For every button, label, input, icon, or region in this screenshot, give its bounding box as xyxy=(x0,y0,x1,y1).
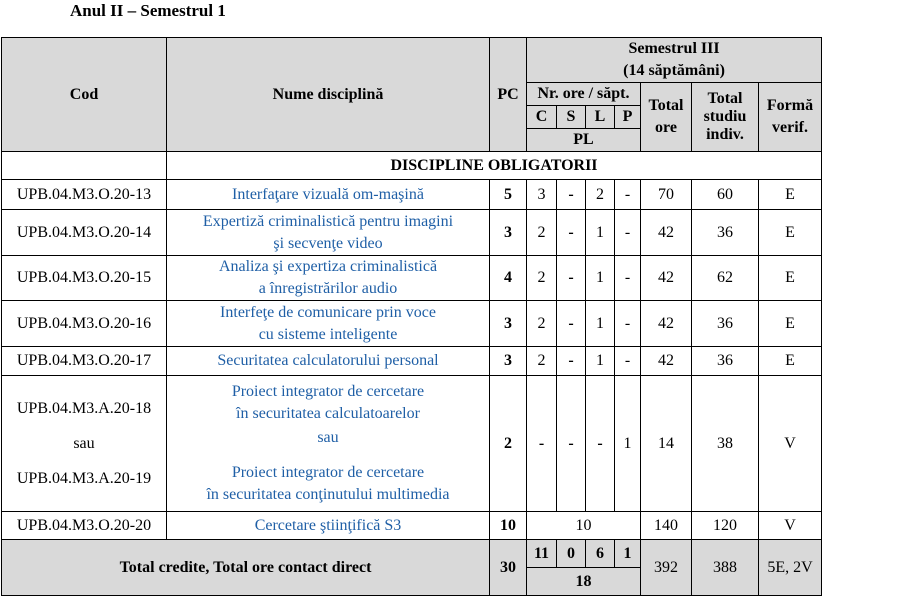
row-discipline-name xyxy=(167,210,490,256)
header-semestru-title: Semestrul III xyxy=(628,40,720,57)
optional-name-1a: Proiect integrator de cercetare xyxy=(231,383,425,400)
row-total-ore: 42 xyxy=(641,210,692,256)
row-total-ore: 70 xyxy=(641,180,692,210)
totals-pl: 18 xyxy=(527,568,641,596)
optional-name-cell xyxy=(167,376,490,512)
row-total-ore: 42 xyxy=(641,256,692,301)
row-name-line2: a înregistrărilor audio xyxy=(258,280,398,297)
optional-p: 1 xyxy=(615,376,641,512)
row-c: 2 xyxy=(527,301,557,347)
curriculum-table xyxy=(1,37,822,596)
row-c: 3 xyxy=(527,180,557,210)
research-name: Cercetare ştiinţifică S3 xyxy=(167,512,490,540)
header-total-studiu-l3: indiv. xyxy=(706,126,744,143)
header-c: C xyxy=(527,106,557,129)
row-pc: 3 xyxy=(490,210,527,256)
header-semestru xyxy=(527,38,822,83)
row-discipline-name xyxy=(167,301,490,347)
row-cod: UPB.04.M3.O.20-14 xyxy=(2,210,167,256)
totals-l: 6 xyxy=(586,540,615,568)
row-cod: UPB.04.M3.O.20-16 xyxy=(2,301,167,347)
totals-pc: 30 xyxy=(490,540,527,596)
row-total-studiu: 60 xyxy=(692,180,759,210)
research-forma: V xyxy=(759,512,822,540)
row-name-line2: cu sisteme inteligente xyxy=(258,325,398,343)
research-total-studiu: 120 xyxy=(692,512,759,540)
row-cod: UPB.04.M3.O.20-15 xyxy=(2,256,167,301)
header-forma-verif xyxy=(759,83,822,152)
row-s: - xyxy=(557,256,586,301)
header-nr-ore: Nr. ore / săpt. xyxy=(527,83,641,106)
row-s: - xyxy=(557,347,586,376)
table-row xyxy=(2,256,822,301)
optional-pc: 2 xyxy=(490,376,527,512)
table-row xyxy=(2,210,822,256)
optional-sau-name: sau xyxy=(317,429,339,446)
row-c: 2 xyxy=(527,256,557,301)
row-discipline-name xyxy=(167,256,490,301)
row-l: 1 xyxy=(586,256,615,301)
row-total-ore: 42 xyxy=(641,301,692,347)
row-p: - xyxy=(615,347,641,376)
header-forma-l1: Formă xyxy=(766,97,814,114)
header-s: S xyxy=(557,106,586,129)
header-forma-l2: verif. xyxy=(772,119,808,136)
row-forma: E xyxy=(759,210,822,256)
header-cod: Cod xyxy=(2,38,167,152)
row-name-line1: Analiza şi expertiza criminalistică xyxy=(218,258,438,275)
header-p: P xyxy=(615,106,641,129)
row-p: - xyxy=(615,256,641,301)
totals-c: 11 xyxy=(527,540,557,568)
row-cod: UPB.04.M3.O.20-17 xyxy=(2,347,167,376)
totals-forma: 5E, 2V xyxy=(759,540,822,596)
header-pc: PC xyxy=(490,38,527,152)
row-l: 2 xyxy=(586,180,615,210)
optional-sau-cod: sau xyxy=(73,434,95,452)
row-cod: UPB.04.M3.O.20-13 xyxy=(2,180,167,210)
row-s: - xyxy=(557,301,586,347)
row-s: - xyxy=(557,210,586,256)
header-total-studiu-l2: studiu xyxy=(703,108,747,125)
row-total-studiu: 36 xyxy=(692,347,759,376)
row-total-ore: 42 xyxy=(641,347,692,376)
totals-p: 1 xyxy=(615,540,641,568)
research-pc: 10 xyxy=(490,512,527,540)
row-total-studiu: 62 xyxy=(692,256,759,301)
optional-forma: V xyxy=(759,376,822,512)
optional-name-2a: Proiect integrator de cercetare xyxy=(231,464,425,481)
row-pc: 5 xyxy=(490,180,527,210)
header-pl: PL xyxy=(527,129,641,152)
row-pc: 3 xyxy=(490,347,527,376)
row-discipline-name: Securitatea calculatorului personal xyxy=(167,347,490,376)
optional-name-2b: în securitatea conţinutului multimedia xyxy=(206,486,450,503)
row-pc: 4 xyxy=(490,256,527,301)
row-name-line1: Expertiză criminalistică pentru imagini xyxy=(202,212,454,230)
table-row xyxy=(2,180,822,210)
research-hours: 10 xyxy=(527,512,641,540)
row-p: - xyxy=(615,301,641,347)
table-row xyxy=(2,301,822,347)
header-total-ore-l1: Total xyxy=(648,97,684,114)
totals-s: 0 xyxy=(557,540,586,568)
row-l: 1 xyxy=(586,347,615,376)
optional-total-studiu: 38 xyxy=(692,376,759,512)
totals-label: Total credite, Total ore contact direct xyxy=(2,540,490,596)
optional-cod-cell xyxy=(2,376,167,512)
header-nume-disciplina: Nume disciplină xyxy=(167,38,490,152)
table-row-optional xyxy=(2,376,822,512)
section-discipline-obligatorii: DISCIPLINE OBLIGATORII xyxy=(167,152,822,180)
totals-total-ore: 392 xyxy=(641,540,692,596)
row-p: - xyxy=(615,180,641,210)
row-s: - xyxy=(557,180,586,210)
row-forma: E xyxy=(759,347,822,376)
optional-total-ore: 14 xyxy=(641,376,692,512)
row-discipline-name: Interfaţare vizuală om-maşină xyxy=(167,180,490,210)
row-c: 2 xyxy=(527,210,557,256)
header-semestru-weeks: (14 săptămâni) xyxy=(623,62,725,79)
header-l: L xyxy=(586,106,615,129)
optional-cod-2: UPB.04.M3.A.20-19 xyxy=(16,469,152,487)
totals-row xyxy=(2,540,822,568)
row-name-line2: şi secvenţe video xyxy=(273,234,383,252)
header-total-ore-l2: ore xyxy=(655,119,677,136)
row-c: 2 xyxy=(527,347,557,376)
header-total-ore xyxy=(641,83,692,152)
optional-name-1b: în securitatea calculatoarelor xyxy=(236,405,420,422)
research-total-ore: 140 xyxy=(641,512,692,540)
row-p: - xyxy=(615,210,641,256)
row-name-line1: Interfeţe de comunicare prin voce xyxy=(220,303,436,321)
row-forma: E xyxy=(759,256,822,301)
research-cod: UPB.04.M3.O.20-20 xyxy=(2,512,167,540)
header-total-studiu xyxy=(692,83,759,152)
table-row-research xyxy=(2,512,822,540)
row-l: 1 xyxy=(586,301,615,347)
section-empty-cell xyxy=(2,152,167,180)
row-pc: 3 xyxy=(490,301,527,347)
optional-c: - xyxy=(527,376,557,512)
optional-cod-1: UPB.04.M3.A.20-18 xyxy=(16,399,152,417)
optional-l: - xyxy=(586,376,615,512)
header-total-studiu-l1: Total xyxy=(707,90,743,107)
row-forma: E xyxy=(759,180,822,210)
optional-s: - xyxy=(557,376,586,512)
row-total-studiu: 36 xyxy=(692,301,759,347)
table-row xyxy=(2,347,822,376)
totals-total-studiu: 388 xyxy=(692,540,759,596)
row-total-studiu: 36 xyxy=(692,210,759,256)
row-forma: E xyxy=(759,301,822,347)
row-l: 1 xyxy=(586,210,615,256)
page-title: Anul II – Semestrul 1 xyxy=(70,1,226,20)
